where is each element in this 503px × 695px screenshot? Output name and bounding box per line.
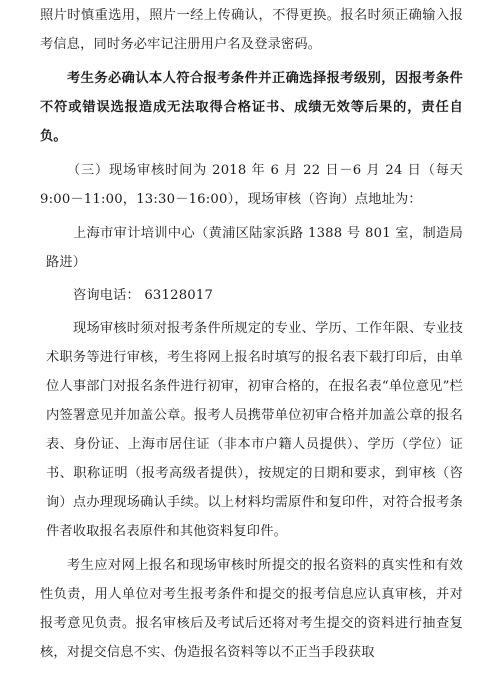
paragraph-consult-phone: 咨询电话： 63128017 <box>73 288 214 303</box>
paragraph-review-address: 上海市审计培训中心（黄浦区陆家浜路 1388 号 801 室，制造局路进） <box>46 226 463 270</box>
paragraph-onsite-review-time: （三）现场审核时间为 2018 年 6 月 22 日－6 月 24 日（每天 9:00－11:00，13:30－16:00），现场审核（咨询）点地址为： <box>40 163 463 207</box>
paragraph-photo-upload-notice: 照片时慎重选用，照片一经上传确认，不得更换。报名时须正确输入报考信息，同时务必牢记注册用户名及登录密码。 <box>40 8 463 52</box>
paragraph-eligibility-warning: 考生务必确认本人符合报考条件并正确选择报考级别，因报考条件不符或错误选报造成无法取得合格证书、成绩无效等后果的，责任自负。 <box>40 71 463 144</box>
paragraph-review-requirements: 现场审核时须对报考条件所规定的专业、学历、工作年限、专业技术职务等进行审核，考生将网上报名时填写的报名表下载打印后，由单位人事部门对报名条件进行初审，初审合格的，在报名表“单位意见”栏内签署意见并加盖公章。报考人员携带单位初审合格并加盖公章的报名表、身份证、上海市居住证（非本市户籍人员提供）、学历（学位）证书、职称证明（报考高级者提供），按规定的日期和要求，到审核（咨询）点办理现场确认手续。以上材料均需原件和复印件，对符合报考条件者收取报名表原件和其他资料复印件。 <box>46 321 463 539</box>
paragraph-candidate-responsibility: 考生应对网上报名和现场审核时所提交的报名资料的真实性和有效性负责，用人单位对考生报考条件和提交的报考信息应认真审核，并对报考意见负责。报名审核后及考试后还将对考生提交的资料进行抽查复核，对提交信息不实、伪造报名资料等以不正当手段获取 <box>40 558 463 660</box>
